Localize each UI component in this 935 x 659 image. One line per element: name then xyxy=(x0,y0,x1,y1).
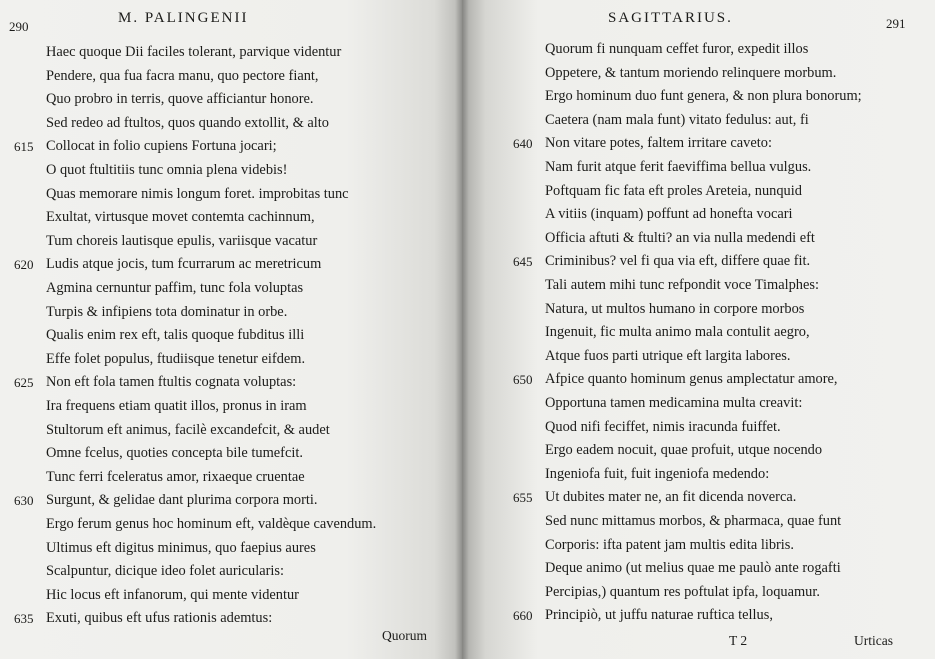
book-gutter xyxy=(455,0,469,659)
verse-line: Afpice quanto hominum genus amplectatur amore, xyxy=(545,371,838,388)
verse-line: Ergo eadem nocuit, quae profuit, utque nocendo xyxy=(545,442,823,459)
verse-line: Criminibus? vel fi qua via eft, differe quae fit. xyxy=(545,253,811,270)
line-number: 625 xyxy=(14,375,34,391)
verse-line: Pendere, qua fua facra manu, quo pectore fiant, xyxy=(46,67,319,84)
verse-line: Nam furit atque ferit faeviffima bellua vulgus. xyxy=(545,159,812,175)
verse-line: Non vitare potes, faltem irritare caveto: xyxy=(545,135,772,152)
verse-line: Exultat, virtusque movet contemta cachinnum, xyxy=(46,209,315,226)
verse-line: Ludis atque jocis, tum fcurrarum ac meretricum xyxy=(46,256,322,273)
verse-line: Stultorum eft animus, facilè excandefcit, & audet xyxy=(46,421,330,438)
verse-line: Quod nifi feciffet, nimis iracunda fuiffet. xyxy=(545,418,781,435)
verse-line: Collocat in folio cupiens Fortuna jocari; xyxy=(46,138,277,155)
verse-line: Turpis & infipiens tota dominatur in orbe. xyxy=(46,303,288,320)
right-running-head: SAGITTARIUS. xyxy=(608,10,733,26)
verse-line: Ergo ferum genus hoc hominum eft, valdèque cavendum. xyxy=(46,516,377,532)
verse-line: Quo probro in terris, quove afficiantur honore. xyxy=(46,91,314,108)
verse-line: Oppetere, & tantum moriendo relinquere morbum. xyxy=(545,64,837,81)
verse-line: Ira frequens etiam quatit illos, pronus in iram xyxy=(46,398,307,414)
left-page-number: 290 xyxy=(9,19,29,34)
verse-line: Atque fuos parti utrique eft largita labores. xyxy=(545,347,791,364)
right-page-number: 291 xyxy=(886,16,906,31)
verse-line: Tali autem mihi tunc refpondit voce Timalphes: xyxy=(545,277,819,293)
line-number: 615 xyxy=(14,139,34,155)
verse-line: Corporis: ifta patent jam multis edita libris. xyxy=(545,536,794,553)
verse-line: Non eft fola tamen ftultis cognata voluptas: xyxy=(46,374,297,391)
verse-line: Quorum fi nunquam ceffet furor, expedit illos xyxy=(545,41,809,57)
right-page xyxy=(462,0,935,659)
line-number: 635 xyxy=(14,611,34,627)
verse-line: Ingeniofa fuit, fuit ingeniofa medendo: xyxy=(545,465,770,482)
verse-line: Ingenuit, fic multa animo mala contulit aegro, xyxy=(545,324,810,341)
right-catchword: Urticas xyxy=(854,633,893,648)
verse-line: Scalpuntur, dicique ideo folet auricularis: xyxy=(46,563,284,580)
verse-line: Sed nunc mittamus morbos, & pharmaca, quae funt xyxy=(545,513,842,529)
verse-line: Sed redeo ad ftultos, quos quando extollit, & alto xyxy=(46,114,329,131)
verse-line: Principiò, ut juffu naturae ruftica tellus, xyxy=(545,607,773,624)
verse-line: Ultimus eft digitus minimus, quo faepius aures xyxy=(46,539,316,556)
line-number: 640 xyxy=(513,136,533,152)
line-number: 630 xyxy=(14,493,34,509)
verse-line: Hic locus eft infanorum, qui mente videntur xyxy=(46,586,299,603)
verse-line: Deque animo (ut melius quae me paulò ante rogafti xyxy=(545,560,841,577)
line-number: 650 xyxy=(513,372,533,388)
verse-line: O quot ftultitiis tunc omnia plena videbis! xyxy=(46,162,288,178)
verse-line: Opportuna tamen medicamina multa creavit: xyxy=(545,395,803,411)
verse-line: A vitiis (inquam) poffunt ad honefta vocari xyxy=(545,206,793,223)
line-number: 655 xyxy=(513,490,533,506)
left-catchword: Quorum xyxy=(382,628,427,643)
right-signature-mark: T 2 xyxy=(729,633,748,648)
line-number: 660 xyxy=(513,608,533,624)
left-running-head: M. PALINGENII xyxy=(118,10,249,26)
verse-line: Tum choreis lautisque epulis, variisque vacatur xyxy=(46,232,318,249)
verse-line: Qualis enim rex eft, talis quoque fubditus illi xyxy=(46,327,305,344)
verse-line: Ut dubites mater ne, an fit dicenda noverca. xyxy=(545,489,797,506)
line-number: 645 xyxy=(513,254,533,270)
verse-line: Natura, ut multos humano in corpore morbos xyxy=(545,300,805,317)
verse-line: Percipias,) quantum res poftulat ipfa, loquamur. xyxy=(545,583,820,600)
line-number: 620 xyxy=(14,257,34,273)
verse-line: Haec quoque Dii faciles tolerant, parvique videntur xyxy=(46,44,342,60)
verse-line: Quas memorare nimis longum foret. improbitas tunc xyxy=(46,185,349,202)
verse-line: Effe folet populus, ftudiisque tenetur eifdem. xyxy=(46,350,306,367)
verse-line: Caetera (nam mala funt) vitato fedulus: aut, fi xyxy=(545,111,809,128)
verse-line: Agmina cernuntur paffim, tunc fola voluptas xyxy=(46,280,304,296)
left-page xyxy=(0,0,462,659)
verse-line: Tunc ferri fceleratus amor, rixaeque cruentae xyxy=(46,468,305,485)
verse-line: Omne fcelus, quoties concepta bile tumefcit. xyxy=(46,445,303,462)
verse-line: Surgunt, & gelidae dant plurima corpora morti. xyxy=(46,492,318,509)
verse-line: Poftquam fic fata eft proles Areteia, nunquid xyxy=(545,182,802,199)
verse-line: Officia aftuti & ftulti? an via nulla medendi eft xyxy=(545,229,815,246)
verse-line: Exuti, quibus eft ufus rationis ademtus: xyxy=(46,610,273,627)
verse-line: Ergo hominum duo funt genera, & non plura bonorum; xyxy=(545,88,862,105)
